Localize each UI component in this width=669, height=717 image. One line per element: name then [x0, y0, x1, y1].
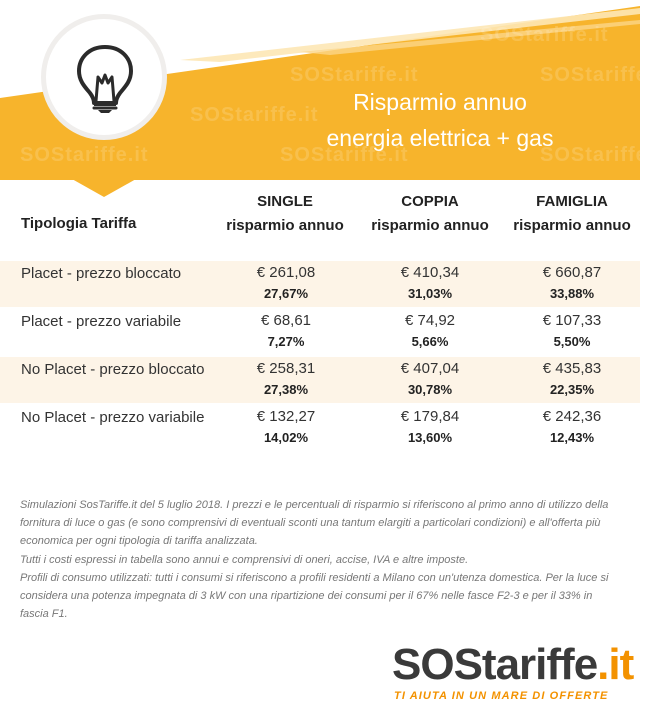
table-cell [226, 263, 346, 305]
watermark-logo: SOStariffe.it [190, 104, 319, 126]
row-label: Placet - prezzo bloccato [21, 265, 182, 282]
cell-percent: 30,78% [407, 382, 453, 397]
footnote: Profili di consumo utilizzati: tutti i consumi si riferiscono a profili residenti a Milano con un'utenza domestica. Per la luce si considera una potenza impegnata di 3 kW con una ripartizione dei consumi per il 67% nelle fasce F2-3 e per il 33% in fascia F1. [20, 571, 609, 621]
cell-value: € 179,84 [400, 408, 460, 425]
row-label: Placet - prezzo variabile [21, 313, 182, 330]
table-cell [512, 263, 632, 305]
table-cell [512, 359, 632, 401]
logo-sos: SOS [392, 640, 482, 689]
watermark-logo: SOStariffe.it [280, 144, 409, 166]
cell-percent: 31,03% [407, 286, 453, 301]
logo-tariffe: tariffe [481, 640, 598, 689]
cell-percent: 5,50% [553, 334, 591, 349]
logo-dot-it: .it [597, 640, 634, 689]
table-cell [370, 359, 490, 401]
cell-value: € 74,92 [404, 312, 456, 329]
page-title [250, 84, 630, 156]
cell-value: € 660,87 [542, 264, 602, 281]
table-cell [512, 407, 632, 449]
footnote: Simulazioni SosTariffe.it del 5 luglio 2018. I prezzi e le percentuali di risparmio si riferiscono al primo anno di utilizzo della fornitura di luce o gas (e sono comprensivi di eventuali sconti una tantum elargiti a particolari condizioni) e all'offerta più economica per ogni tipologia di tariffa analizzata. [20, 499, 609, 548]
row-label: No Placet - prezzo variabile [21, 409, 205, 426]
cell-value: € 410,34 [400, 264, 460, 281]
table-cell [370, 263, 490, 305]
cell-percent: 7,27% [267, 334, 305, 349]
watermark-logo: SOStariffe.it [20, 144, 149, 166]
row-label: No Placet - prezzo bloccato [21, 361, 205, 378]
cell-value: € 435,83 [542, 360, 602, 377]
table-row [0, 405, 640, 451]
cell-percent: 14,02% [263, 430, 309, 445]
column-title: SINGLE [257, 193, 313, 210]
column-header-coppia [368, 190, 492, 238]
cell-value: € 242,36 [542, 408, 602, 425]
cell-percent: 33,88% [549, 286, 595, 301]
table-cell [370, 407, 490, 449]
watermark-logo: SOStariffe.it [290, 64, 419, 86]
column-subtitle: risparmio annuo [513, 217, 631, 234]
cell-percent: 12,43% [549, 430, 595, 445]
column-header-famiglia [510, 190, 634, 238]
table-row [0, 309, 640, 355]
cell-percent: 13,60% [407, 430, 453, 445]
cell-value: € 258,31 [256, 360, 316, 377]
lightbulb-icon [74, 43, 136, 113]
column-subtitle: risparmio annuo [371, 217, 489, 234]
banner-pointer [72, 179, 136, 197]
column-title: FAMIGLIA [536, 193, 608, 210]
column-subtitle: risparmio annuo [226, 217, 344, 234]
table-cell [512, 311, 632, 353]
footnotes [20, 496, 624, 623]
cell-percent: 22,35% [549, 382, 595, 397]
table-cell [226, 407, 346, 449]
title-line-1: Risparmio annuo [353, 89, 527, 115]
column-title: COPPIA [401, 193, 459, 210]
cell-percent: 5,66% [411, 334, 449, 349]
table-cell [226, 359, 346, 401]
table-cell [226, 311, 346, 353]
cell-percent: 27,38% [263, 382, 309, 397]
table-cell [370, 311, 490, 353]
bulb-badge [41, 14, 167, 140]
cell-value: € 261,08 [256, 264, 316, 281]
column-header-single [225, 190, 345, 238]
cell-percent: 27,67% [263, 286, 309, 301]
cell-value: € 68,61 [260, 312, 312, 329]
table-row [0, 357, 640, 403]
footnote: Tutti i costi espressi in tabella sono annui e comprensivi di oneri, accise, IVA e altre imposte. [20, 553, 469, 566]
watermark-logo: SOStariffe.it [540, 144, 669, 166]
table-row [0, 261, 640, 307]
sostariffe-logo [392, 640, 634, 706]
logo-tagline: TI AIUTA IN UN MARE DI OFFERTE [394, 690, 609, 702]
cell-value: € 132,27 [256, 408, 316, 425]
cell-value: € 107,33 [542, 312, 602, 329]
column-header-type: Tipologia Tariffa [21, 215, 137, 232]
logo-wordmark [392, 640, 633, 690]
title-line-2: energia elettrica + gas [326, 125, 554, 151]
cell-value: € 407,04 [400, 360, 460, 377]
watermark-logo: SOStariffe.it [540, 64, 669, 86]
watermark-logo: SOStariffe.it [480, 24, 609, 46]
